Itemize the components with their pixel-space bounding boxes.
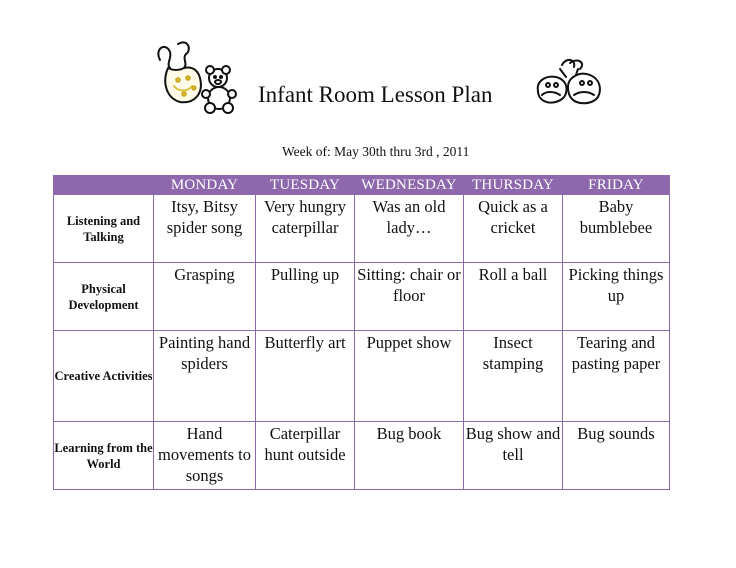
table-row bbox=[54, 195, 670, 263]
row-label-physical-development: Physical Development bbox=[54, 263, 154, 331]
activity-cell: Sitting: chair or floor bbox=[355, 263, 464, 331]
activity-cell: Insect stamping bbox=[464, 331, 563, 422]
day-header-tuesday: TUESDAY bbox=[256, 176, 355, 195]
baby-shoes-icon bbox=[532, 55, 608, 115]
activity-cell: Bug book bbox=[355, 422, 464, 490]
activity-cell: Quick as a cricket bbox=[464, 195, 563, 263]
table-row bbox=[54, 422, 670, 490]
activity-cell: Bug show and tell bbox=[464, 422, 563, 490]
row-label-learning-from-world: Learning from the World bbox=[54, 422, 154, 490]
activity-cell: Tearing and pasting paper bbox=[563, 331, 670, 422]
week-label: Week of: May 30th thru 3rd , 2011 bbox=[282, 144, 470, 159]
baby-bib-teddy-bear-icon bbox=[148, 38, 248, 116]
activity-cell: Itsy, Bitsy spider song bbox=[154, 195, 256, 263]
activity-cell: Painting hand spiders bbox=[154, 331, 256, 422]
corner-cell bbox=[54, 176, 154, 195]
activity-cell: Picking things up bbox=[563, 263, 670, 331]
day-header-friday: FRIDAY bbox=[563, 176, 670, 195]
row-label-listening-talking: Listening and Talking bbox=[54, 195, 154, 263]
activity-cell: Caterpillar hunt outside bbox=[256, 422, 355, 490]
activity-cell: Very hungry caterpillar bbox=[256, 195, 355, 263]
page-title: Infant Room Lesson Plan bbox=[258, 82, 493, 107]
activity-cell: Bug sounds bbox=[563, 422, 670, 490]
day-header-monday: MONDAY bbox=[154, 176, 256, 195]
activity-cell: Roll a ball bbox=[464, 263, 563, 331]
day-header-thursday: THURSDAY bbox=[464, 176, 563, 195]
activity-cell: Pulling up bbox=[256, 263, 355, 331]
activity-cell: Puppet show bbox=[355, 331, 464, 422]
lesson-plan-table bbox=[53, 175, 670, 490]
day-header-wednesday: WEDNESDAY bbox=[355, 176, 464, 195]
header-row bbox=[54, 176, 670, 195]
activity-cell: Grasping bbox=[154, 263, 256, 331]
table-row bbox=[54, 331, 670, 422]
activity-cell: Was an old lady… bbox=[355, 195, 464, 263]
activity-cell: Baby bumblebee bbox=[563, 195, 670, 263]
table-row bbox=[54, 263, 670, 331]
row-label-creative-activities: Creative Activities bbox=[54, 331, 154, 422]
activity-cell: Butterfly art bbox=[256, 331, 355, 422]
activity-cell: Hand movements to songs bbox=[154, 422, 256, 490]
